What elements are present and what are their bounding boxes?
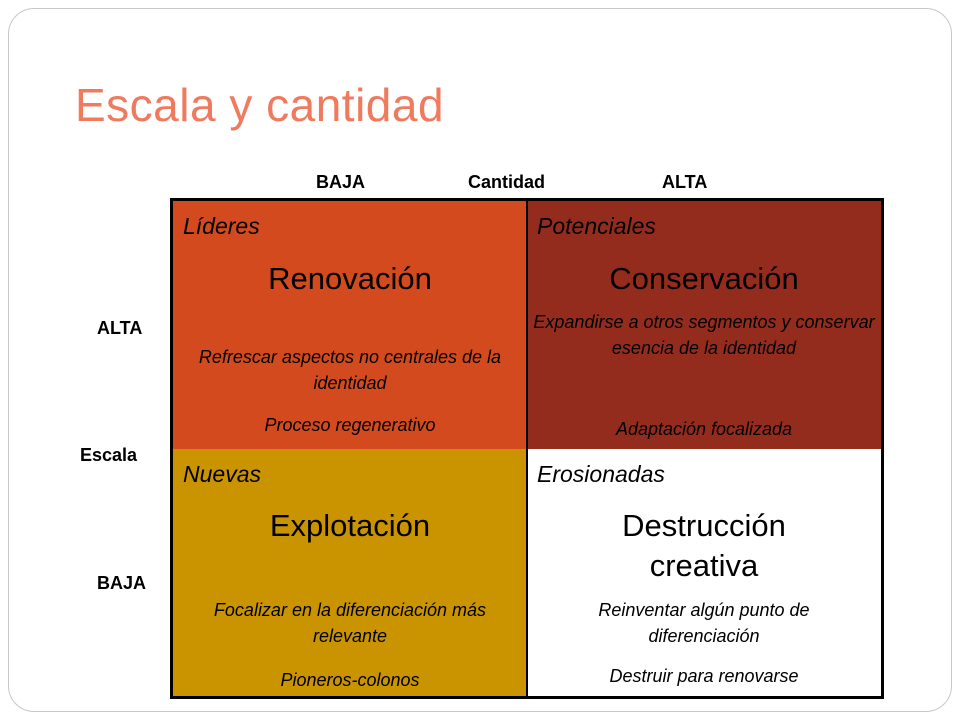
quadrant-label: Erosionadas (537, 461, 665, 487)
quadrant-subtitle: Adaptación focalizada (615, 419, 793, 439)
quadrant-heading: Renovación (268, 261, 432, 296)
x-axis-high-label: ALTA (662, 172, 708, 192)
quadrant-description: Reinventar algún punto de diferenciación (598, 600, 810, 646)
quadrant-label: Potenciales (537, 213, 656, 239)
quadrant-potenciales (527, 201, 881, 449)
quadrant-description: Focalizar en la diferenciación más relevante (213, 600, 487, 646)
y-axis-low-label: BAJA (97, 573, 147, 593)
x-axis-title: Cantidad (468, 172, 546, 192)
quadrant-label: Nuevas (183, 461, 261, 487)
quadrant-description: Expandirse a otros segmentos y conservar esencia de la identidad (533, 312, 875, 358)
slide-title: Escala y cantidad (75, 79, 445, 131)
quadrant-description: Refrescar aspectos no centrales de la identidad (198, 347, 502, 393)
x-axis-low-label: BAJA (316, 172, 366, 192)
scale-quantity-matrix (170, 198, 884, 699)
quadrant-heading: Destrucción creativa (622, 508, 786, 583)
quadrant-subtitle: Pioneros-colonos (280, 670, 420, 690)
quadrant-nuevas (173, 449, 527, 696)
quadrant-heading: Explotación (269, 508, 431, 543)
quadrant-subtitle: Destruir para renovarse (609, 666, 799, 686)
y-axis-title: Escala (80, 445, 138, 465)
quadrant-lideres (173, 201, 527, 449)
quadrant-heading: Conservación (609, 261, 799, 296)
quadrant-erosionadas (527, 449, 881, 696)
quadrant-label: Líderes (183, 213, 260, 239)
y-axis-high-label: ALTA (97, 318, 143, 338)
matrix-divider (526, 201, 528, 696)
quadrant-subtitle: Proceso regenerativo (264, 415, 436, 435)
